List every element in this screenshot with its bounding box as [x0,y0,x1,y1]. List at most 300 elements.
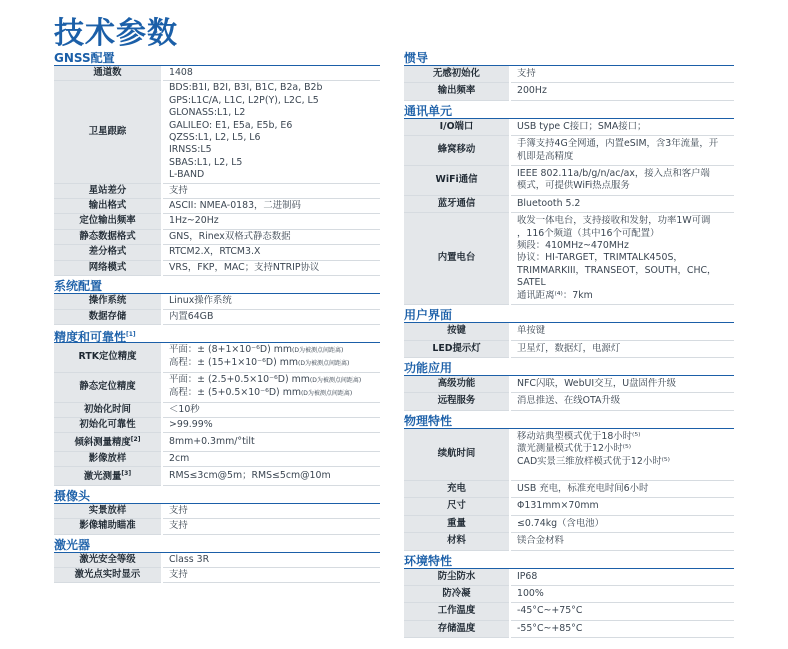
spec-value-text: NFC闪联，WebUI交互，U盘固件升级 [517,377,677,389]
spec-value-text: 手簿支持4G全网通，内置eSIM，含3年流量，开 [517,138,719,150]
spec-value-line [169,231,380,243]
spec-value-line [169,453,380,465]
spec-value-text: 200Hz [517,85,547,97]
spec-value-text: VRS，FKP，MAC；支持NTRIP协议 [169,261,320,273]
spec-row [54,402,380,417]
spec-value-line [517,456,734,468]
spec-key [54,467,162,486]
spec-value [510,66,734,83]
spec-value-text: 移动站典型模式优于18小时⁽⁵⁾ [517,430,641,442]
spec-key [404,533,510,550]
spec-key-text: 星站差分 [88,184,127,196]
spec-value-text: 2cm [169,452,190,464]
spec-value-line [517,180,734,192]
footnote-marker: [2] [130,436,141,444]
section-heading [54,278,380,294]
spec-value-line [169,470,380,482]
spec-value-line [517,588,734,600]
spec-row [404,136,734,166]
spec-row [54,229,380,244]
spec-value-text: 1408 [169,67,193,78]
spec-table [404,119,734,305]
spec-value-text: 收发一体电台，支持接收和发射，功率1W可调 [517,215,711,227]
section-heading-text: 物理特性 [404,413,453,428]
spec-row [54,519,380,534]
spec-key-text: 网络模式 [88,261,127,273]
spec-value-text: 模式，可提供WiFi热点服务 [517,180,630,192]
spec-table [54,343,380,486]
spec-key-text: 充电 [447,482,466,494]
spec-row [404,498,734,515]
spec-key [54,183,162,198]
spec-key-text: 实景放样 [88,504,127,516]
spec-key-text: 初始化时间 [84,403,131,415]
spec-key-text: 静态定位精度 [79,380,136,392]
spec-section [54,537,380,584]
spec-value-text: CAD实景三维放样模式优于12小时⁽⁵⁾ [517,455,670,467]
spec-value-line [169,67,380,79]
section-heading [404,307,734,323]
footnote-marker: [1] [126,330,136,338]
spec-table [54,504,380,535]
spec-value [510,213,734,305]
spec-key-text: 通道数 [93,67,122,78]
spec-key [54,245,162,260]
spec-value-text: 频段：410MHz~470MHz [517,240,629,252]
spec-key [404,620,510,637]
spec-row [54,504,380,519]
spec-value-text: TRIMMARKIII，TRANSEOT，SOUTH，CHC， [517,264,717,276]
spec-section [54,278,380,325]
spec-note: (D为被测点间距离) [292,346,344,354]
spec-value [510,83,734,100]
spec-value [162,467,380,486]
spec-value-line [517,85,734,97]
spec-value-line [169,344,380,357]
section-heading-text: GNSS配置 [54,51,115,65]
spec-key-text: 激光安全等级 [79,553,136,565]
footnote-marker: [3] [121,470,132,478]
section-heading [54,537,380,553]
spec-value-text: IEEE 802.11a/b/g/n/ac/ax，接入点和客户端 [517,168,710,180]
spec-value [510,393,734,410]
spec-value [162,183,380,198]
spec-section [404,307,734,358]
spec-key [404,585,510,602]
spec-value-line [169,157,380,169]
spec-value [510,136,734,166]
spec-key [54,451,162,466]
spec-table [54,553,380,584]
spec-row [404,393,734,410]
spec-value-line [169,436,380,448]
spec-key-text: WiFi通信 [435,174,478,186]
spec-key [404,569,510,586]
spec-key [404,498,510,515]
spec-value-line [517,535,734,547]
spec-row [54,372,380,402]
spec-key-text: 卫星跟踪 [88,125,127,137]
spec-value-text: GALILEO: E1, E5a, E5b, E6 [169,119,293,131]
spec-row [54,451,380,466]
spec-value [162,451,380,466]
spec-row [54,294,380,309]
spec-value [162,343,380,372]
spec-key-text: 高级功能 [437,377,476,389]
spec-key-text: 静态数据格式 [79,230,136,242]
spec-value-text: GNS，Rinex双格式静态数据 [169,230,291,242]
spec-value [510,533,734,550]
spec-value-text: 激光测量模式优于12小时⁽⁵⁾ [517,443,632,455]
spec-value [510,569,734,586]
spec-key [404,119,510,136]
spec-value-text: -55°C~+85°C [517,622,583,634]
spec-value-line [517,151,734,163]
spec-key [404,136,510,166]
spec-value [510,603,734,620]
spec-row [404,213,734,305]
section-heading-text: 用户界面 [404,308,453,323]
section-heading-text: 精度和可靠性 [54,329,127,344]
spec-value-line [169,144,380,156]
spec-row [404,533,734,550]
section-heading [404,413,734,429]
spec-key [54,433,162,452]
spec-key [54,294,162,309]
spec-value [162,229,380,244]
spec-key-text: 数据存储 [88,310,127,322]
spec-key [404,480,510,497]
spec-key [54,214,162,229]
spec-key [54,229,162,244]
spec-value-text: 支持 [517,68,536,79]
spec-value-line [169,169,380,181]
spec-value [510,480,734,497]
spec-value-line [517,198,734,210]
section-heading-text: 环境特性 [404,553,453,568]
section-heading [404,553,734,569]
page-title: 技术参数 [54,16,178,51]
spec-value-line [517,518,734,530]
spec-row [404,620,734,637]
spec-value [510,376,734,393]
spec-value-text: 消息推送、在线OTA升级 [517,395,621,407]
spec-value [162,417,380,432]
spec-value-text: 高程：± (5+0.5×10⁻⁶D) mm [169,387,301,399]
spec-row [54,417,380,432]
spec-note: (D为被测点间距离) [297,360,350,368]
spec-key-text: LED提示灯 [432,342,481,354]
spec-key-text: 无感初始化 [433,68,480,79]
spec-value [510,119,734,136]
spec-key-text: 防尘防水 [437,570,476,582]
spec-value [162,553,380,568]
spec-value-line [169,387,380,400]
spec-key [404,83,510,100]
spec-row [404,585,734,602]
spec-value-text: -45°C~+75°C [517,605,583,617]
spec-table [404,66,734,101]
spec-value-text: Class 3R [169,553,210,565]
spec-value-text: SATEL [517,277,546,289]
spec-row [54,568,380,583]
spec-key-text: 影像放样 [88,452,127,464]
spec-value-text: RTCM2.X，RTCM3.X [169,246,261,258]
spec-value-line [169,419,380,431]
spec-key [404,393,510,410]
spec-value-line [169,185,380,197]
spec-key-text: 输出频率 [437,85,476,97]
spec-value-text: 镁合金材料 [517,535,564,547]
spec-value [162,504,380,519]
spec-key [54,504,162,519]
spec-value-line [169,262,380,274]
spec-value-line [169,215,380,227]
spec-section [404,413,734,551]
spec-value-line [517,605,734,617]
spec-value-text: Linux操作系统 [169,295,232,307]
section-heading-text: 系统配置 [54,279,103,294]
spec-value-text: 支持 [169,520,188,532]
spec-row [404,83,734,100]
spec-key [404,213,510,305]
spec-value [510,515,734,532]
spec-key-text: I/O端口 [439,120,474,132]
spec-value-text: 1Hz~20Hz [169,215,219,227]
spec-value-line [517,240,734,252]
spec-value [162,433,380,452]
section-heading [404,103,734,119]
spec-value [162,309,380,324]
section-heading [54,327,380,343]
spec-value [162,260,380,275]
spec-section [54,327,380,486]
spec-key [54,372,162,402]
spec-value-line [517,623,734,635]
spec-row [404,166,734,196]
section-heading [404,360,734,376]
spec-value-text: ≤0.74kg（含电池） [517,517,604,529]
spec-row [54,183,380,198]
spec-key-text: 远程服务 [437,395,476,407]
spec-row [54,467,380,486]
spec-value-line [169,82,380,94]
spec-value-line [517,500,734,512]
spec-value-line [517,378,734,390]
spec-value-line [517,395,734,407]
spec-value [162,372,380,402]
spec-value-text: USB 充电，标准充电时间6小时 [517,482,649,494]
spec-value [510,498,734,515]
spec-key [54,199,162,214]
left-column [54,50,380,585]
spec-value [510,323,734,340]
spec-note: (D为被测点间距离) [300,390,353,398]
spec-value [510,166,734,196]
spec-row [54,199,380,214]
spec-key-text: 初始化可靠性 [79,418,136,430]
spec-value [162,568,380,583]
spec-value-text: >99.99% [169,418,213,430]
spec-row [404,119,734,136]
spec-key-text: 蜂窝移动 [437,144,476,156]
spec-row [54,343,380,372]
spec-row [404,480,734,497]
spec-value-text: IRNSS:L5 [169,144,212,156]
spec-row [404,323,734,340]
spec-section [54,488,380,535]
spec-value-text: 单按键 [517,325,546,337]
spec-row [54,245,380,260]
spec-value-line [169,120,380,132]
spec-value [162,66,380,81]
spec-key [404,195,510,212]
spec-value-line [517,343,734,355]
spec-value-line [517,277,734,289]
spec-key [54,417,162,432]
spec-row [404,340,734,357]
spec-value-text: 支持 [169,504,188,516]
spec-key [54,66,162,81]
spec-row [404,376,734,393]
spec-value-text: 协议：HI-TARGET，TRIMTALK450S， [517,252,683,264]
spec-key-text: 影像辅助瞄准 [79,520,136,532]
spec-key-text: 蓝牙通信 [437,197,476,209]
spec-value-line [517,168,734,180]
spec-value-text: L-BAND [169,169,205,181]
spec-key-text: 防冷凝 [442,587,471,599]
spec-section [404,50,734,101]
section-heading-text: 功能应用 [404,360,453,375]
spec-value-line [517,325,734,337]
spec-table [404,429,734,551]
spec-key [54,343,162,372]
spec-value-line [169,107,380,119]
spec-row [404,603,734,620]
spec-key-text: 材料 [447,535,466,547]
spec-section [404,103,734,305]
spec-value-line [517,68,734,80]
spec-value-text: GLONASS:L1, L2 [169,107,246,119]
spec-value-line [517,228,734,240]
spec-value-line [517,443,734,455]
spec-row [404,569,734,586]
spec-key [404,376,510,393]
spec-value-line [169,374,380,387]
spec-row [54,309,380,324]
spec-value-line [517,483,734,495]
spec-value-text: 平面：± (8+1×10⁻⁶D) mm [169,343,293,355]
spec-value-line [169,404,380,416]
spec-value [162,245,380,260]
spec-value-text: 8mm+0.3mm/°tilt [169,435,255,447]
spec-row [54,260,380,275]
spec-row [54,214,380,229]
spec-key [404,429,510,481]
section-heading-text: 摄像头 [54,488,91,503]
spec-value-text: USB type C接口；SMA接口； [517,120,647,132]
spec-value-text: SBAS:L1, L2, L5 [169,156,243,168]
spec-value [162,199,380,214]
spec-value-line [169,554,380,566]
spec-value-text: 机即是高精度 [517,150,574,162]
spec-value-line [169,520,380,532]
spec-key [54,568,162,583]
spec-value-text: ＜10秒 [169,403,200,415]
spec-value-text: 高程：± (15+1×10⁻⁶D) mm [169,357,298,369]
spec-row [54,553,380,568]
spec-key-text: 内置电台 [437,252,476,264]
spec-value-text: QZSS:L1, L2, L5, L6 [169,132,261,144]
section-heading-text: 通讯单元 [404,103,453,118]
spec-value-text: GPS:L1C/A, L1C, L2P(Y), L2C, L5 [169,94,319,106]
spec-key-text: 尺寸 [447,500,466,512]
spec-value-text: ASCII: NMEA-0183，二进制码 [169,200,301,212]
spec-value-line [517,571,734,583]
spec-value-text: 100% [517,587,544,599]
spec-value [162,214,380,229]
spec-row [404,429,734,481]
spec-value-line [517,215,734,227]
section-heading-text: 激光器 [54,537,91,552]
spec-row [404,515,734,532]
spec-key [404,340,510,357]
spec-key-text: 激光测量 [83,471,122,483]
spec-key [54,402,162,417]
spec-key [404,603,510,620]
spec-value-line [169,357,380,370]
spec-key-text: 操作系统 [88,295,127,307]
spec-section [404,553,734,639]
spec-value-line [169,246,380,258]
spec-value-line [169,295,380,307]
spec-row [54,81,380,183]
spec-value-text: 通讯距离⁽⁴⁾：7km [517,289,593,301]
spec-value-text: ，116个频道（其中16个可配置） [517,227,660,239]
spec-value-text: IP68 [517,570,538,582]
spec-value [510,429,734,481]
spec-value [162,294,380,309]
spec-key-text: RTK定位精度 [78,351,137,363]
spec-value-line [169,95,380,107]
spec-value-line [169,311,380,323]
section-heading [54,50,380,66]
spec-note: (D为被测点间距离) [309,376,362,384]
spec-section [54,50,380,276]
spec-key-text: 续航时间 [437,448,476,460]
spec-key-text: 倾斜测量精度 [74,437,131,449]
spec-value [510,195,734,212]
section-heading [54,488,380,504]
spec-key [54,553,162,568]
spec-key [54,260,162,275]
spec-value-text: 内置64GB [169,310,214,322]
spec-value-text: Bluetooth 5.2 [517,197,581,209]
spec-key [404,515,510,532]
spec-value-line [169,505,380,517]
spec-key [54,81,162,183]
spec-row [54,433,380,452]
spec-value [162,402,380,417]
spec-value-line [169,569,380,581]
spec-value [162,81,380,183]
spec-key-text: 差分格式 [88,246,127,258]
spec-key-text: 存储温度 [437,622,476,634]
spec-value [510,585,734,602]
spec-key-text: 重量 [447,517,466,529]
spec-key-text: 工作温度 [437,605,476,617]
spec-table [404,376,734,411]
